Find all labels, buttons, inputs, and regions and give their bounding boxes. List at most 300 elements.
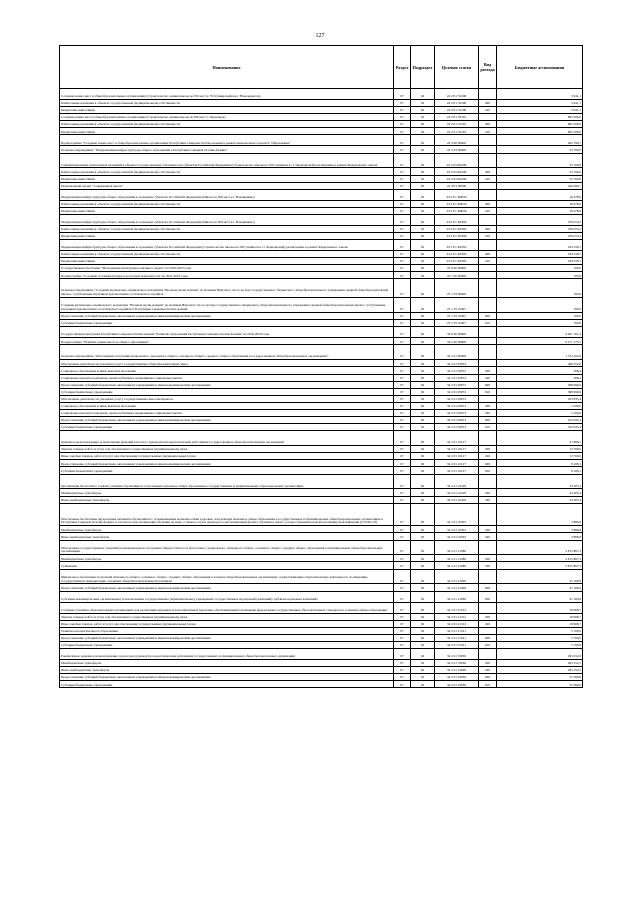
table-row: [60, 233, 583, 240]
row-podrazdel: 02: [411, 446, 435, 453]
table-row: [60, 107, 583, 114]
row-target-article: 24 3 03 R2296: [435, 153, 479, 168]
row-name: Субсидии бюджетным учреждениям: [60, 320, 394, 327]
row-razdel: 07: [394, 100, 411, 107]
row-podrazdel: 02: [411, 214, 435, 225]
row-expense-type: [479, 189, 497, 200]
table-row: [60, 496, 583, 503]
row-amount: 18 668,7: [497, 602, 583, 613]
table-row: [60, 200, 583, 207]
table-row: [60, 225, 583, 232]
row-name: Подпрограмма "Развитие дошкольного и общего образования": [60, 338, 394, 345]
row-amount: 265 252,5: [497, 667, 583, 674]
table-row: [60, 313, 583, 320]
table-row: [60, 410, 583, 417]
row-razdel: 07: [394, 627, 411, 634]
table-row: [60, 298, 583, 313]
row-target-article: 25 1 03 00000: [435, 279, 479, 298]
row-podrazdel: 02: [411, 100, 435, 107]
row-podrazdel: 02: [411, 584, 435, 591]
row-razdel: 07: [394, 602, 411, 613]
row-name: Бюджетные инвестиции: [60, 258, 394, 265]
row-razdel: 07: [394, 562, 411, 569]
row-expense-type: [479, 540, 497, 555]
table-row: [60, 272, 583, 279]
row-amount: 368,4: [497, 374, 583, 381]
row-name: Субсидии бюджетным учреждениям: [60, 641, 394, 648]
row-razdel: 07: [394, 338, 411, 345]
row-expense-type: 500: [479, 489, 497, 496]
row-name: Социальное обеспечение и иные выплаты населению: [60, 367, 394, 374]
row-razdel: 07: [394, 503, 411, 526]
row-razdel: 07: [394, 251, 411, 258]
row-amount: 3 886,8: [497, 526, 583, 533]
row-podrazdel: 02: [411, 634, 435, 641]
table-row: [60, 503, 583, 526]
row-amount: 3 886,8: [497, 533, 583, 540]
row-amount: 184 556,7: [497, 258, 583, 265]
row-amount: 18 478,9: [497, 207, 583, 214]
row-podrazdel: 02: [411, 240, 435, 251]
row-razdel: 07: [394, 424, 411, 431]
row-target-article: 34 2 01 10418: [435, 496, 479, 503]
row-razdel: 07: [394, 327, 411, 338]
row-name: Социальные выплаты гражданам, кроме публичных нормативных социальных выплат: [60, 410, 394, 417]
table-row: [60, 265, 583, 272]
row-razdel: 07: [394, 200, 411, 207]
row-target-article: 24 3 00 00000: [435, 135, 479, 146]
table-row: [60, 446, 583, 453]
row-amount: 33 405,4: [497, 496, 583, 503]
row-name: Обеспечение бесплатным двухразовым питанием обучающихся с ограниченными возможностями здоровья, получающих начальное общее образование в государственных и муниципальных общеобразовательных организациях в Республике Северная Осетия-Алания, в том числе при организации обучения на дому, а также в случае перехода на дистанционный формат обучения в связи с распространением новой коронавирусной инфекции (COVID-19): [60, 503, 394, 526]
table-row: [60, 649, 583, 660]
table-row: [60, 388, 583, 395]
row-expense-type: 410: [479, 175, 497, 182]
table-row: [60, 360, 583, 367]
table-row: [60, 146, 583, 153]
table-row: [60, 526, 583, 533]
row-razdel: 07: [394, 168, 411, 175]
row-name: Межбюджетные трансферты: [60, 489, 394, 496]
row-razdel: 07: [394, 298, 411, 313]
row-expense-type: 400: [479, 251, 497, 258]
row-podrazdel: 02: [411, 360, 435, 367]
row-expense-type: 610: [479, 320, 497, 327]
header-name: Наименование: [60, 46, 394, 89]
row-amount: 3 941,1: [497, 89, 583, 100]
row-amount: 700,0: [497, 313, 583, 320]
row-name: Межбюджетные трансферты: [60, 555, 394, 562]
row-target-article: 34 2 01 10127: [435, 467, 479, 474]
row-razdel: 07: [394, 402, 411, 409]
row-name: Предоставление субсидий бюджетным, автономным учреждениям и иным некоммерческим организациям: [60, 460, 394, 467]
row-expense-type: [479, 240, 497, 251]
table-row: [60, 168, 583, 175]
row-expense-type: [479, 649, 497, 660]
row-razdel: 07: [394, 410, 411, 417]
row-name: Создание новых мест в общеобразовательных организациях (Строительство здания школы на 350 мест в 78-32 микрорайоне г. Новочеркасск): [60, 89, 394, 100]
row-name: Основное мероприятие "Создание музыкально-сценического коллектива "Вольная песня Алании" по мотивам Нартского эпоса на базе государственного бюджетного общеобразовательного учреждения средней общеобразовательной школы с углубленным изучением художественно-эстетического профиля: [60, 279, 394, 298]
row-expense-type: [479, 146, 497, 153]
row-podrazdel: 02: [411, 474, 435, 489]
row-target-article: 24 2 E1 55200: [435, 100, 479, 107]
row-target-article: 24 2 E1 55201: [435, 121, 479, 128]
row-razdel: 07: [394, 489, 411, 496]
row-expense-type: 540: [479, 667, 497, 674]
row-target-article: 34 2 01 21290: [435, 591, 479, 602]
row-expense-type: [479, 265, 497, 272]
row-razdel: 07: [394, 175, 411, 182]
row-podrazdel: 02: [411, 89, 435, 100]
row-target-article: 34 2 01 03073: [435, 395, 479, 402]
row-razdel: 07: [394, 272, 411, 279]
row-expense-type: 400: [479, 225, 497, 232]
row-razdel: 07: [394, 89, 411, 100]
row-podrazdel: 02: [411, 114, 435, 121]
row-amount: 465 799,7: [497, 135, 583, 146]
table-row: [60, 634, 583, 641]
row-expense-type: 610: [479, 424, 497, 431]
row-podrazdel: 02: [411, 233, 435, 240]
row-razdel: 07: [394, 681, 411, 688]
row-razdel: 07: [394, 388, 411, 395]
table-row: [60, 555, 583, 562]
row-expense-type: 300: [479, 367, 497, 374]
row-name: Предоставление субсидий бюджетным, автономным учреждениям и иным некоммерческим организациям: [60, 674, 394, 681]
budget-table: [59, 45, 583, 688]
row-target-article: 34 2 01 10418: [435, 474, 479, 489]
row-razdel: 07: [394, 446, 411, 453]
row-expense-type: 600: [479, 460, 497, 467]
row-amount: 452 635,4: [497, 424, 583, 431]
row-name: Предоставление субсидий бюджетным, автономным учреждениям и иным некоммерческим организациям: [60, 634, 394, 641]
row-podrazdel: 02: [411, 417, 435, 424]
row-razdel: 07: [394, 374, 411, 381]
table-row: [60, 460, 583, 467]
table-row: [60, 367, 583, 374]
row-amount: 700,0: [497, 298, 583, 313]
table-row: [60, 424, 583, 431]
row-target-article: 24 2 E1 55201: [435, 114, 479, 121]
row-amount: 47 109,9: [497, 569, 583, 584]
row-razdel: 07: [394, 395, 411, 402]
page-number: 127: [315, 33, 325, 39]
row-razdel: 07: [394, 496, 411, 503]
row-target-article: 34 2 01 10127: [435, 446, 479, 453]
row-target-article: 34 0 00 00000: [435, 327, 479, 338]
row-amount: 265 252,5: [497, 660, 583, 667]
row-target-article: 34 2 01 53030: [435, 649, 479, 660]
row-podrazdel: 02: [411, 395, 435, 402]
table-row: [60, 562, 583, 569]
table-row: [60, 89, 583, 100]
row-expense-type: [479, 395, 497, 402]
row-target-article: 24 3 E1 00000: [435, 182, 479, 189]
row-expense-type: 410: [479, 128, 497, 135]
row-name: Субсидии бюджетным учреждениям: [60, 467, 394, 474]
row-expense-type: 500: [479, 526, 497, 533]
row-razdel: 07: [394, 467, 411, 474]
row-name: Создание музыкально-сценического коллектива "Вольная песня Алании" по мотивам Нартского эпоса на базе государственного бюджетного общеобразовательного учреждения средней общеобразовательной школы с углубленным изучением художественно-эстетического профиля в Республике Северная Осетия-Алания: [60, 298, 394, 313]
row-name: Развитие вспомогательного образования: [60, 627, 394, 634]
row-expense-type: 410: [479, 258, 497, 265]
row-name: Капитальные вложения в объекты государственной (муниципальной) собственности: [60, 225, 394, 232]
row-podrazdel: 02: [411, 345, 435, 360]
row-target-article: 24 3 E1 R2393: [435, 251, 479, 258]
row-name: Закупка товаров, работ и услуг для обеспечения государственных (муниципальных) нужд: [60, 613, 394, 620]
row-podrazdel: 02: [411, 200, 435, 207]
table-row: [60, 251, 583, 258]
row-razdel: 07: [394, 584, 411, 591]
row-name: Бюджетные инвестиции: [60, 207, 394, 214]
row-name: Модернизация инфраструктуры общего образования в отдельных субъектах Российской Федерации (Школа на 500 мест в г. Владикавказ): [60, 189, 394, 200]
row-podrazdel: 02: [411, 207, 435, 214]
row-podrazdel: 02: [411, 496, 435, 503]
row-podrazdel: 02: [411, 641, 435, 648]
row-razdel: 07: [394, 107, 411, 114]
row-target-article: 24 3 E1 R0056: [435, 189, 479, 200]
table-row: [60, 153, 583, 168]
row-target-article: 34 2 00 00000: [435, 338, 479, 345]
row-razdel: 07: [394, 121, 411, 128]
row-podrazdel: 02: [411, 674, 435, 681]
row-target-article: 34 2 01 03072: [435, 367, 479, 374]
row-podrazdel: 02: [411, 620, 435, 627]
row-target-article: 25 1 03 10407: [435, 313, 479, 320]
row-name: Основное мероприятие "Обеспечение получения дошкольного, начального общего, основного общего, среднего общего образования в государственных общеобразовательных организациях": [60, 345, 394, 360]
row-name: Бюджетные инвестиции: [60, 107, 394, 114]
row-name: Обеспечение деятельности (оказание услуг) государственных школ-интернатов: [60, 395, 394, 402]
row-expense-type: 540: [479, 496, 497, 503]
row-amount: 239 074,2: [497, 214, 583, 225]
row-expense-type: [479, 214, 497, 225]
row-amount: 865 206,0: [497, 128, 583, 135]
row-expense-type: [479, 345, 497, 360]
row-expense-type: 300: [479, 402, 497, 409]
row-name: Капитальные вложения в объекты государственной (муниципальной) собственности: [60, 168, 394, 175]
row-podrazdel: 02: [411, 526, 435, 533]
row-podrazdel: 02: [411, 613, 435, 620]
row-razdel: 07: [394, 569, 411, 584]
row-target-article: 34 2 01 53030: [435, 660, 479, 667]
row-razdel: 07: [394, 649, 411, 660]
row-razdel: 07: [394, 540, 411, 555]
row-expense-type: 400: [479, 100, 497, 107]
table-row: [60, 474, 583, 489]
row-expense-type: 610: [479, 641, 497, 648]
row-amount: 2 815 867,3: [497, 540, 583, 555]
row-name: Капитальные вложения в объекты государственной (муниципальной) собственности: [60, 251, 394, 258]
row-name: Бюджетные инвестиции: [60, 128, 394, 135]
row-podrazdel: 02: [411, 667, 435, 674]
row-razdel: 07: [394, 641, 411, 648]
row-expense-type: 410: [479, 233, 497, 240]
table-row: [60, 175, 583, 182]
row-target-article: 34 2 01 10127: [435, 453, 479, 460]
row-amount: 700,0: [497, 279, 583, 298]
row-target-article: 24 3 E1 R2392: [435, 225, 479, 232]
row-target-article: 34 2 01 10127: [435, 460, 479, 467]
row-podrazdel: 02: [411, 453, 435, 460]
row-expense-type: 540: [479, 533, 497, 540]
row-target-article: 34 2 01 03073: [435, 417, 479, 424]
header-podrazdel: Подраздел: [411, 46, 435, 89]
row-amount: 4 061 701,4: [497, 327, 583, 338]
table-row: [60, 533, 583, 540]
table-row: [60, 338, 583, 345]
table-row: [60, 667, 583, 674]
row-expense-type: [479, 360, 497, 367]
row-amount: 18 478,9: [497, 200, 583, 207]
row-expense-type: [479, 153, 497, 168]
row-name: Социальные выплаты гражданам, кроме публичных нормативных социальных выплат: [60, 374, 394, 381]
row-podrazdel: 02: [411, 402, 435, 409]
row-amount: 5 709,9: [497, 634, 583, 641]
row-name: Ежемесячное денежное вознаграждение за классное руководство педагогическим работникам государственных и муниципальных общеобразовательных организаций: [60, 649, 394, 660]
row-target-article: 24 3 E1 R0056: [435, 200, 479, 207]
table-row: [60, 453, 583, 460]
table-row: [60, 114, 583, 121]
row-podrazdel: 02: [411, 121, 435, 128]
row-name: Социальное обеспечение и иные выплаты населению: [60, 402, 394, 409]
row-name: Иные межбюджетные трансферты: [60, 496, 394, 503]
row-razdel: 07: [394, 146, 411, 153]
row-amount: 3 941,1: [497, 107, 583, 114]
row-name: Финансовое обеспечение получения начального общего, основного общего, среднего общего образования в частных общеобразовательных организациях, осуществляющих образовательную деятельность по имеющим государственную аккредитацию основным общеобразовательным программам: [60, 569, 394, 584]
row-name: Денежное вознаграждение за выполнение функций классного руководителя педагогическим работникам государственных общеобразовательных организаций: [60, 431, 394, 446]
row-podrazdel: 02: [411, 533, 435, 540]
row-podrazdel: 02: [411, 298, 435, 313]
row-razdel: 07: [394, 320, 411, 327]
row-podrazdel: 02: [411, 374, 435, 381]
row-target-article: 24 2 E1 55200: [435, 107, 479, 114]
row-podrazdel: 02: [411, 602, 435, 613]
row-podrazdel: 02: [411, 182, 435, 189]
row-expense-type: 530: [479, 562, 497, 569]
row-razdel: 07: [394, 313, 411, 320]
row-amount: 700,0: [497, 272, 583, 279]
row-target-article: 34 2 01 10127: [435, 431, 479, 446]
row-amount: 293 252,6: [497, 649, 583, 660]
row-target-article: 34 2 01 03073: [435, 410, 479, 417]
header-target-article: Целевая статья: [435, 46, 479, 89]
row-amount: 8 168,1: [497, 460, 583, 467]
row-target-article: 24 2 E1 55200: [435, 89, 479, 100]
row-razdel: 07: [394, 360, 411, 367]
row-podrazdel: 02: [411, 503, 435, 526]
row-target-article: 34 2 01 27221: [435, 641, 479, 648]
row-amount: 33 405,4: [497, 474, 583, 489]
row-podrazdel: 02: [411, 424, 435, 431]
row-razdel: 07: [394, 591, 411, 602]
table-row: [60, 584, 583, 591]
row-target-article: 34 2 01 21290: [435, 569, 479, 584]
row-amount: 2 815 867,3: [497, 562, 583, 569]
row-razdel: 07: [394, 674, 411, 681]
row-razdel: 07: [394, 279, 411, 298]
table-row: [60, 258, 583, 265]
row-expense-type: [479, 602, 497, 613]
table-row: [60, 189, 583, 200]
row-name: Иные межбюджетные трансферты: [60, 533, 394, 540]
row-podrazdel: 02: [411, 367, 435, 374]
row-target-article: 34 2 01 21312: [435, 613, 479, 620]
row-target-article: 24 2 E1 55201: [435, 128, 479, 135]
row-expense-type: [479, 279, 497, 298]
row-podrazdel: 02: [411, 189, 435, 200]
row-amount: 21 868,1: [497, 431, 583, 446]
row-expense-type: 200: [479, 613, 497, 620]
row-name: Организация бесплатного горячего питания обучающихся, получающих начальное общее образование в государственных и муниципальных образовательных организациях: [60, 474, 394, 489]
row-podrazdel: 02: [411, 627, 435, 634]
row-amount: 1 200,0: [497, 402, 583, 409]
row-razdel: 07: [394, 207, 411, 214]
row-amount: 33 405,4: [497, 489, 583, 496]
row-razdel: 07: [394, 634, 411, 641]
table-row: [60, 674, 583, 681]
row-podrazdel: 02: [411, 327, 435, 338]
row-expense-type: 240: [479, 620, 497, 627]
row-expense-type: [479, 431, 497, 446]
table-row: [60, 121, 583, 128]
row-razdel: 07: [394, 533, 411, 540]
row-podrazdel: 02: [411, 251, 435, 258]
row-podrazdel: 02: [411, 681, 435, 688]
table-row: [60, 402, 583, 409]
row-podrazdel: 02: [411, 338, 435, 345]
row-amount: 5 709,9: [497, 641, 583, 648]
row-target-article: 34 2 01 10503: [435, 526, 479, 533]
row-amount: 3 886,8: [497, 503, 583, 526]
row-podrazdel: 02: [411, 540, 435, 555]
row-target-article: 34 2 01 10503: [435, 503, 479, 526]
row-razdel: 07: [394, 114, 411, 121]
row-expense-type: 600: [479, 381, 497, 388]
row-amount: 184 556,7: [497, 240, 583, 251]
row-amount: 23 700,0: [497, 153, 583, 168]
row-razdel: 07: [394, 182, 411, 189]
row-podrazdel: 02: [411, 562, 435, 569]
row-razdel: 07: [394, 660, 411, 667]
row-name: Капитальные вложения в объекты государственной (муниципальной) собственности: [60, 100, 394, 107]
row-name: Закупка товаров, работ и услуг для обеспечения государственных (муниципальных) нужд: [60, 446, 394, 453]
row-podrazdel: 02: [411, 146, 435, 153]
row-expense-type: [479, 627, 497, 634]
table-row: [60, 467, 583, 474]
row-amount: 700,0: [497, 320, 583, 327]
table-row: [60, 395, 583, 402]
row-expense-type: 500: [479, 660, 497, 667]
row-podrazdel: 02: [411, 660, 435, 667]
table-row: [60, 431, 583, 446]
row-target-article: 25 1 03 10407: [435, 320, 479, 327]
row-name: Подпрограмма "Создание условий культурно-досуговой деятельности" на 2021-2025 годы: [60, 272, 394, 279]
row-name: Капитальные вложения в объекты государственной (муниципальной) собственности: [60, 121, 394, 128]
row-target-article: 34 2 01 53030: [435, 674, 479, 681]
row-expense-type: 320: [479, 374, 497, 381]
row-podrazdel: 02: [411, 381, 435, 388]
row-name: Капитальные вложения в объекты государственной (муниципальной) собственности: [60, 200, 394, 207]
table-row: [60, 569, 583, 584]
table-header-row: [60, 46, 583, 89]
row-expense-type: 600: [479, 634, 497, 641]
row-amount: 13 700,0: [497, 446, 583, 453]
table-row: [60, 641, 583, 648]
row-target-article: 24 3 E1 R2393: [435, 258, 479, 265]
row-expense-type: 240: [479, 453, 497, 460]
row-amount: 239 074,2: [497, 233, 583, 240]
row-target-article: 24 3 03 00000: [435, 146, 479, 153]
